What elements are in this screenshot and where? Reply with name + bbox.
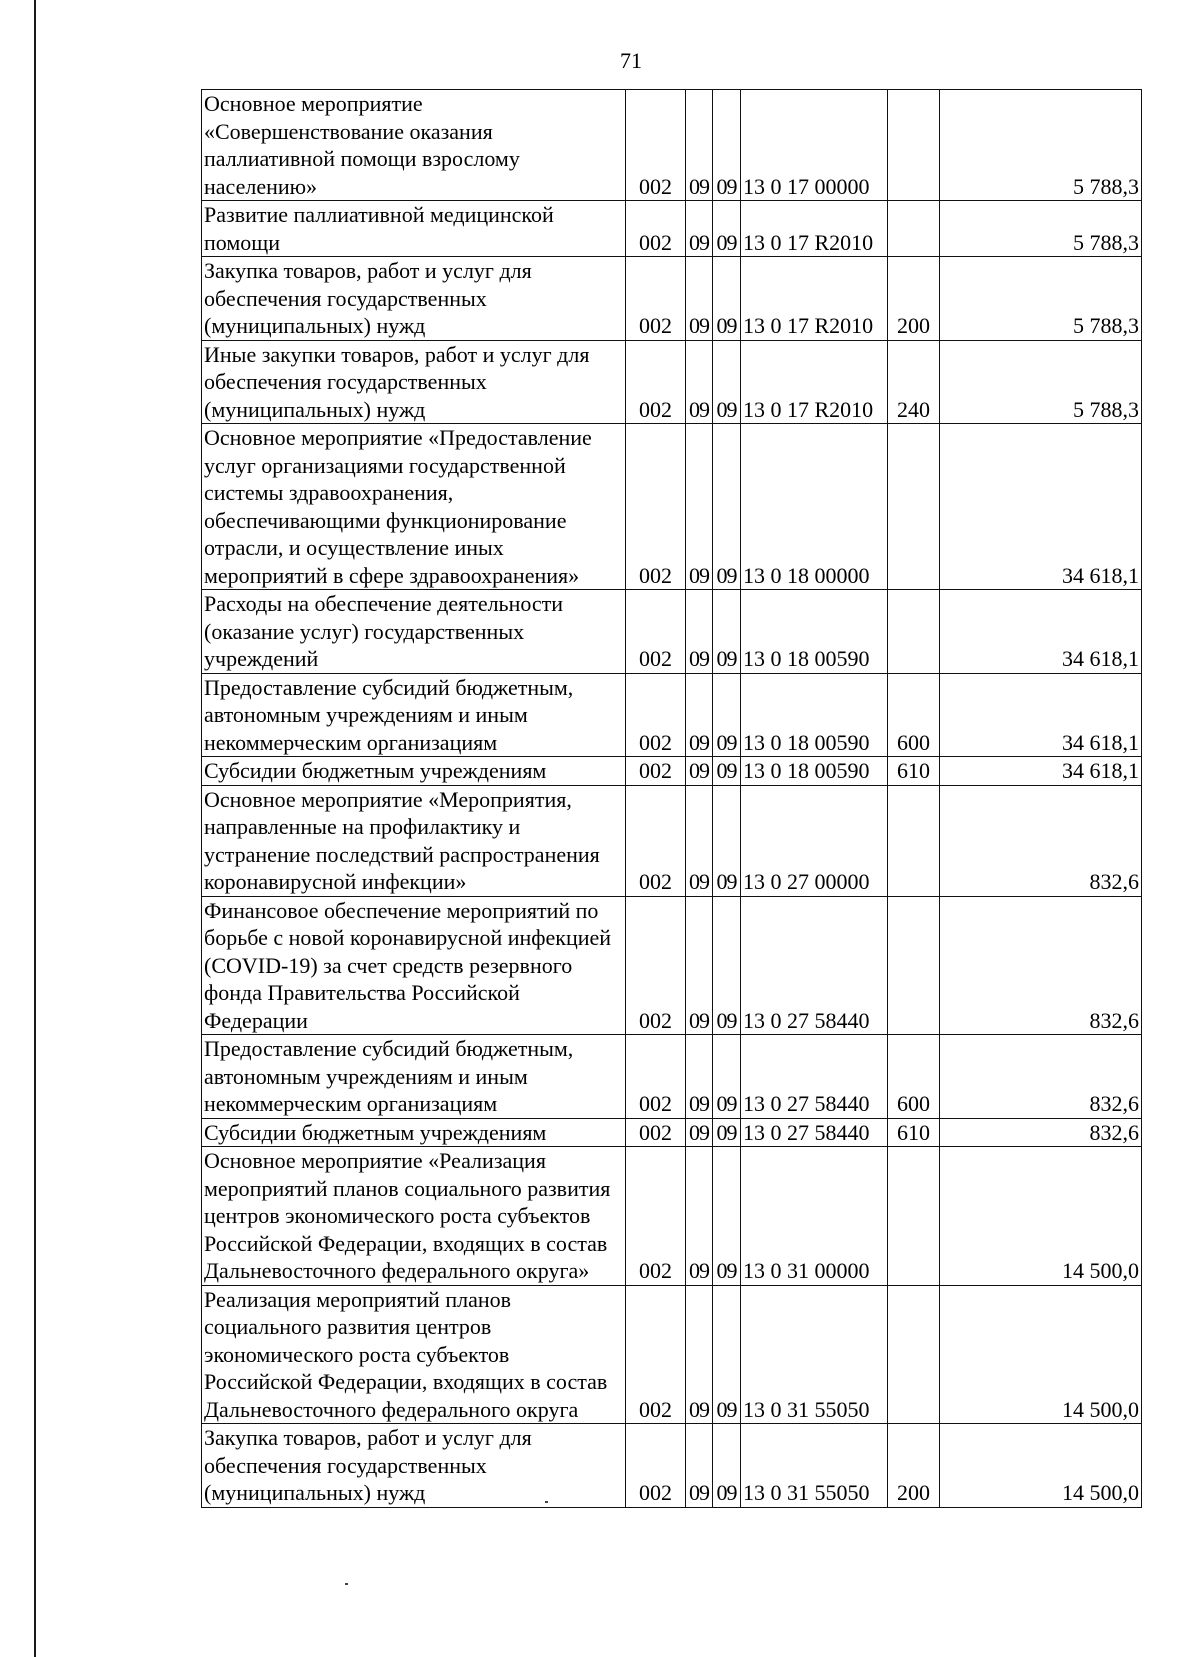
row-name: Основное мероприятие «Совершенствование оказания паллиативной помощи взрослому населению»	[202, 90, 626, 201]
row-rz-code: 09	[686, 1147, 713, 1286]
row-amount: 832,6	[940, 785, 1142, 896]
row-gr-code: 002	[626, 590, 686, 674]
row-gr-code: 002	[626, 257, 686, 341]
row-name: Субсидии бюджетным учреждениям	[202, 757, 626, 786]
row-gr-code: 002	[626, 1147, 686, 1286]
row-vr-code	[888, 590, 940, 674]
row-csr-code: 13 0 31 00000	[741, 1147, 888, 1286]
row-pr-code: 09	[713, 896, 741, 1035]
table-row	[202, 90, 1142, 201]
row-gr-code: 002	[626, 424, 686, 590]
row-amount: 5 788,3	[940, 340, 1142, 424]
row-vr-code: 610	[888, 757, 940, 786]
row-vr-code: 200	[888, 1424, 940, 1508]
row-name: Закупка товаров, работ и услуг для обеспечения государственных (муниципальных) нужд	[202, 257, 626, 341]
row-pr-code: 09	[713, 1147, 741, 1286]
row-csr-code: 13 0 18 00590	[741, 673, 888, 757]
page-margin-line	[34, 0, 36, 1657]
row-vr-code: 610	[888, 1118, 940, 1147]
row-vr-code	[888, 201, 940, 257]
row-vr-code: 200	[888, 257, 940, 341]
row-amount: 5 788,3	[940, 201, 1142, 257]
row-name: Предоставление субсидий бюджетным, автономным учреждениям и иным некоммерческим организациям	[202, 1035, 626, 1119]
row-pr-code: 09	[713, 1424, 741, 1508]
table-row	[202, 1147, 1142, 1286]
row-vr-code	[888, 90, 940, 201]
row-gr-code: 002	[626, 1118, 686, 1147]
scan-speck	[545, 1501, 548, 1503]
table-row	[202, 757, 1142, 786]
row-name: Иные закупки товаров, работ и услуг для обеспечения государственных (муниципальных) нужд	[202, 340, 626, 424]
row-amount: 832,6	[940, 896, 1142, 1035]
row-pr-code: 09	[713, 90, 741, 201]
row-pr-code: 09	[713, 673, 741, 757]
row-csr-code: 13 0 27 58440	[741, 896, 888, 1035]
row-amount: 5 788,3	[940, 257, 1142, 341]
row-rz-code: 09	[686, 1118, 713, 1147]
row-csr-code: 13 0 27 58440	[741, 1118, 888, 1147]
row-rz-code: 09	[686, 1424, 713, 1508]
row-rz-code: 09	[686, 590, 713, 674]
row-pr-code: 09	[713, 424, 741, 590]
row-gr-code: 002	[626, 757, 686, 786]
table-row	[202, 1118, 1142, 1147]
row-csr-code: 13 0 31 55050	[741, 1285, 888, 1424]
row-vr-code	[888, 1147, 940, 1286]
table-row	[202, 673, 1142, 757]
row-gr-code: 002	[626, 785, 686, 896]
row-pr-code: 09	[713, 1035, 741, 1119]
row-vr-code: 600	[888, 673, 940, 757]
row-csr-code: 13 0 17 R2010	[741, 257, 888, 341]
table-row	[202, 896, 1142, 1035]
table-row	[202, 785, 1142, 896]
row-pr-code: 09	[713, 1118, 741, 1147]
row-pr-code: 09	[713, 1285, 741, 1424]
row-name: Основное мероприятие «Мероприятия, направленные на профилактику и устранение последствий распространения коронавирусной инфекции»	[202, 785, 626, 896]
row-pr-code: 09	[713, 757, 741, 786]
row-amount: 5 788,3	[940, 90, 1142, 201]
table-row	[202, 257, 1142, 341]
row-rz-code: 09	[686, 757, 713, 786]
table-row	[202, 1035, 1142, 1119]
table-row	[202, 590, 1142, 674]
row-amount: 34 618,1	[940, 424, 1142, 590]
row-gr-code: 002	[626, 1035, 686, 1119]
row-rz-code: 09	[686, 90, 713, 201]
row-vr-code	[888, 1285, 940, 1424]
row-name: Развитие паллиативной медицинской помощи	[202, 201, 626, 257]
row-pr-code: 09	[713, 590, 741, 674]
table-row	[202, 424, 1142, 590]
row-name: Реализация мероприятий планов социального развития центров экономического роста субъектов Российской Федерации, входящих в состав Дальневосточного федерального округа	[202, 1285, 626, 1424]
row-pr-code: 09	[713, 201, 741, 257]
row-csr-code: 13 0 17 R2010	[741, 340, 888, 424]
row-csr-code: 13 0 27 00000	[741, 785, 888, 896]
row-name: Закупка товаров, работ и услуг для обеспечения государственных (муниципальных) нужд	[202, 1424, 626, 1508]
row-rz-code: 09	[686, 424, 713, 590]
row-name: Предоставление субсидий бюджетным, автономным учреждениям и иным некоммерческим организациям	[202, 673, 626, 757]
row-pr-code: 09	[713, 257, 741, 341]
budget-table	[201, 89, 1142, 1508]
row-csr-code: 13 0 18 00590	[741, 757, 888, 786]
row-gr-code: 002	[626, 896, 686, 1035]
row-gr-code: 002	[626, 201, 686, 257]
row-name: Субсидии бюджетным учреждениям	[202, 1118, 626, 1147]
table-row	[202, 340, 1142, 424]
row-name: Расходы на обеспечение деятельности (оказание услуг) государственных учреждений	[202, 590, 626, 674]
row-csr-code: 13 0 18 00590	[741, 590, 888, 674]
row-rz-code: 09	[686, 201, 713, 257]
budget-table-body	[202, 90, 1142, 1508]
row-rz-code: 09	[686, 785, 713, 896]
row-csr-code: 13 0 18 00000	[741, 424, 888, 590]
row-csr-code: 13 0 17 R2010	[741, 201, 888, 257]
row-rz-code: 09	[686, 340, 713, 424]
row-name: Финансовое обеспечение мероприятий по борьбе с новой коронавирусной инфекцией (COVID-19) за счет средств резервного фонда Правительства Российской Федерации	[202, 896, 626, 1035]
row-vr-code: 600	[888, 1035, 940, 1119]
row-name: Основное мероприятие «Предоставление услуг организациями государственной системы здравоохранения, обеспечивающими функционирование отрасли, и осуществление иных мероприятий в сфере здравоохранения»	[202, 424, 626, 590]
row-csr-code: 13 0 31 55050	[741, 1424, 888, 1508]
row-gr-code: 002	[626, 1424, 686, 1508]
row-amount: 34 618,1	[940, 673, 1142, 757]
row-rz-code: 09	[686, 673, 713, 757]
row-rz-code: 09	[686, 896, 713, 1035]
row-vr-code	[888, 896, 940, 1035]
row-pr-code: 09	[713, 785, 741, 896]
row-pr-code: 09	[713, 340, 741, 424]
scan-speck	[345, 1583, 348, 1585]
row-amount: 34 618,1	[940, 757, 1142, 786]
row-amount: 14 500,0	[940, 1424, 1142, 1508]
row-amount: 832,6	[940, 1118, 1142, 1147]
table-row	[202, 1424, 1142, 1508]
row-rz-code: 09	[686, 257, 713, 341]
row-rz-code: 09	[686, 1285, 713, 1424]
row-amount: 34 618,1	[940, 590, 1142, 674]
row-rz-code: 09	[686, 1035, 713, 1119]
row-gr-code: 002	[626, 673, 686, 757]
row-vr-code	[888, 785, 940, 896]
row-vr-code: 240	[888, 340, 940, 424]
page-number: 71	[620, 48, 642, 73]
row-amount: 832,6	[940, 1035, 1142, 1119]
row-amount: 14 500,0	[940, 1285, 1142, 1424]
row-gr-code: 002	[626, 1285, 686, 1424]
table-row	[202, 201, 1142, 257]
row-amount: 14 500,0	[940, 1147, 1142, 1286]
table-row	[202, 1285, 1142, 1424]
row-name: Основное мероприятие «Реализация мероприятий планов социального развития центров экономического роста субъектов Российской Федерации, входящих в состав Дальневосточного федерального округа»	[202, 1147, 626, 1286]
row-gr-code: 002	[626, 90, 686, 201]
row-csr-code: 13 0 17 00000	[741, 90, 888, 201]
row-gr-code: 002	[626, 340, 686, 424]
row-vr-code	[888, 424, 940, 590]
row-csr-code: 13 0 27 58440	[741, 1035, 888, 1119]
